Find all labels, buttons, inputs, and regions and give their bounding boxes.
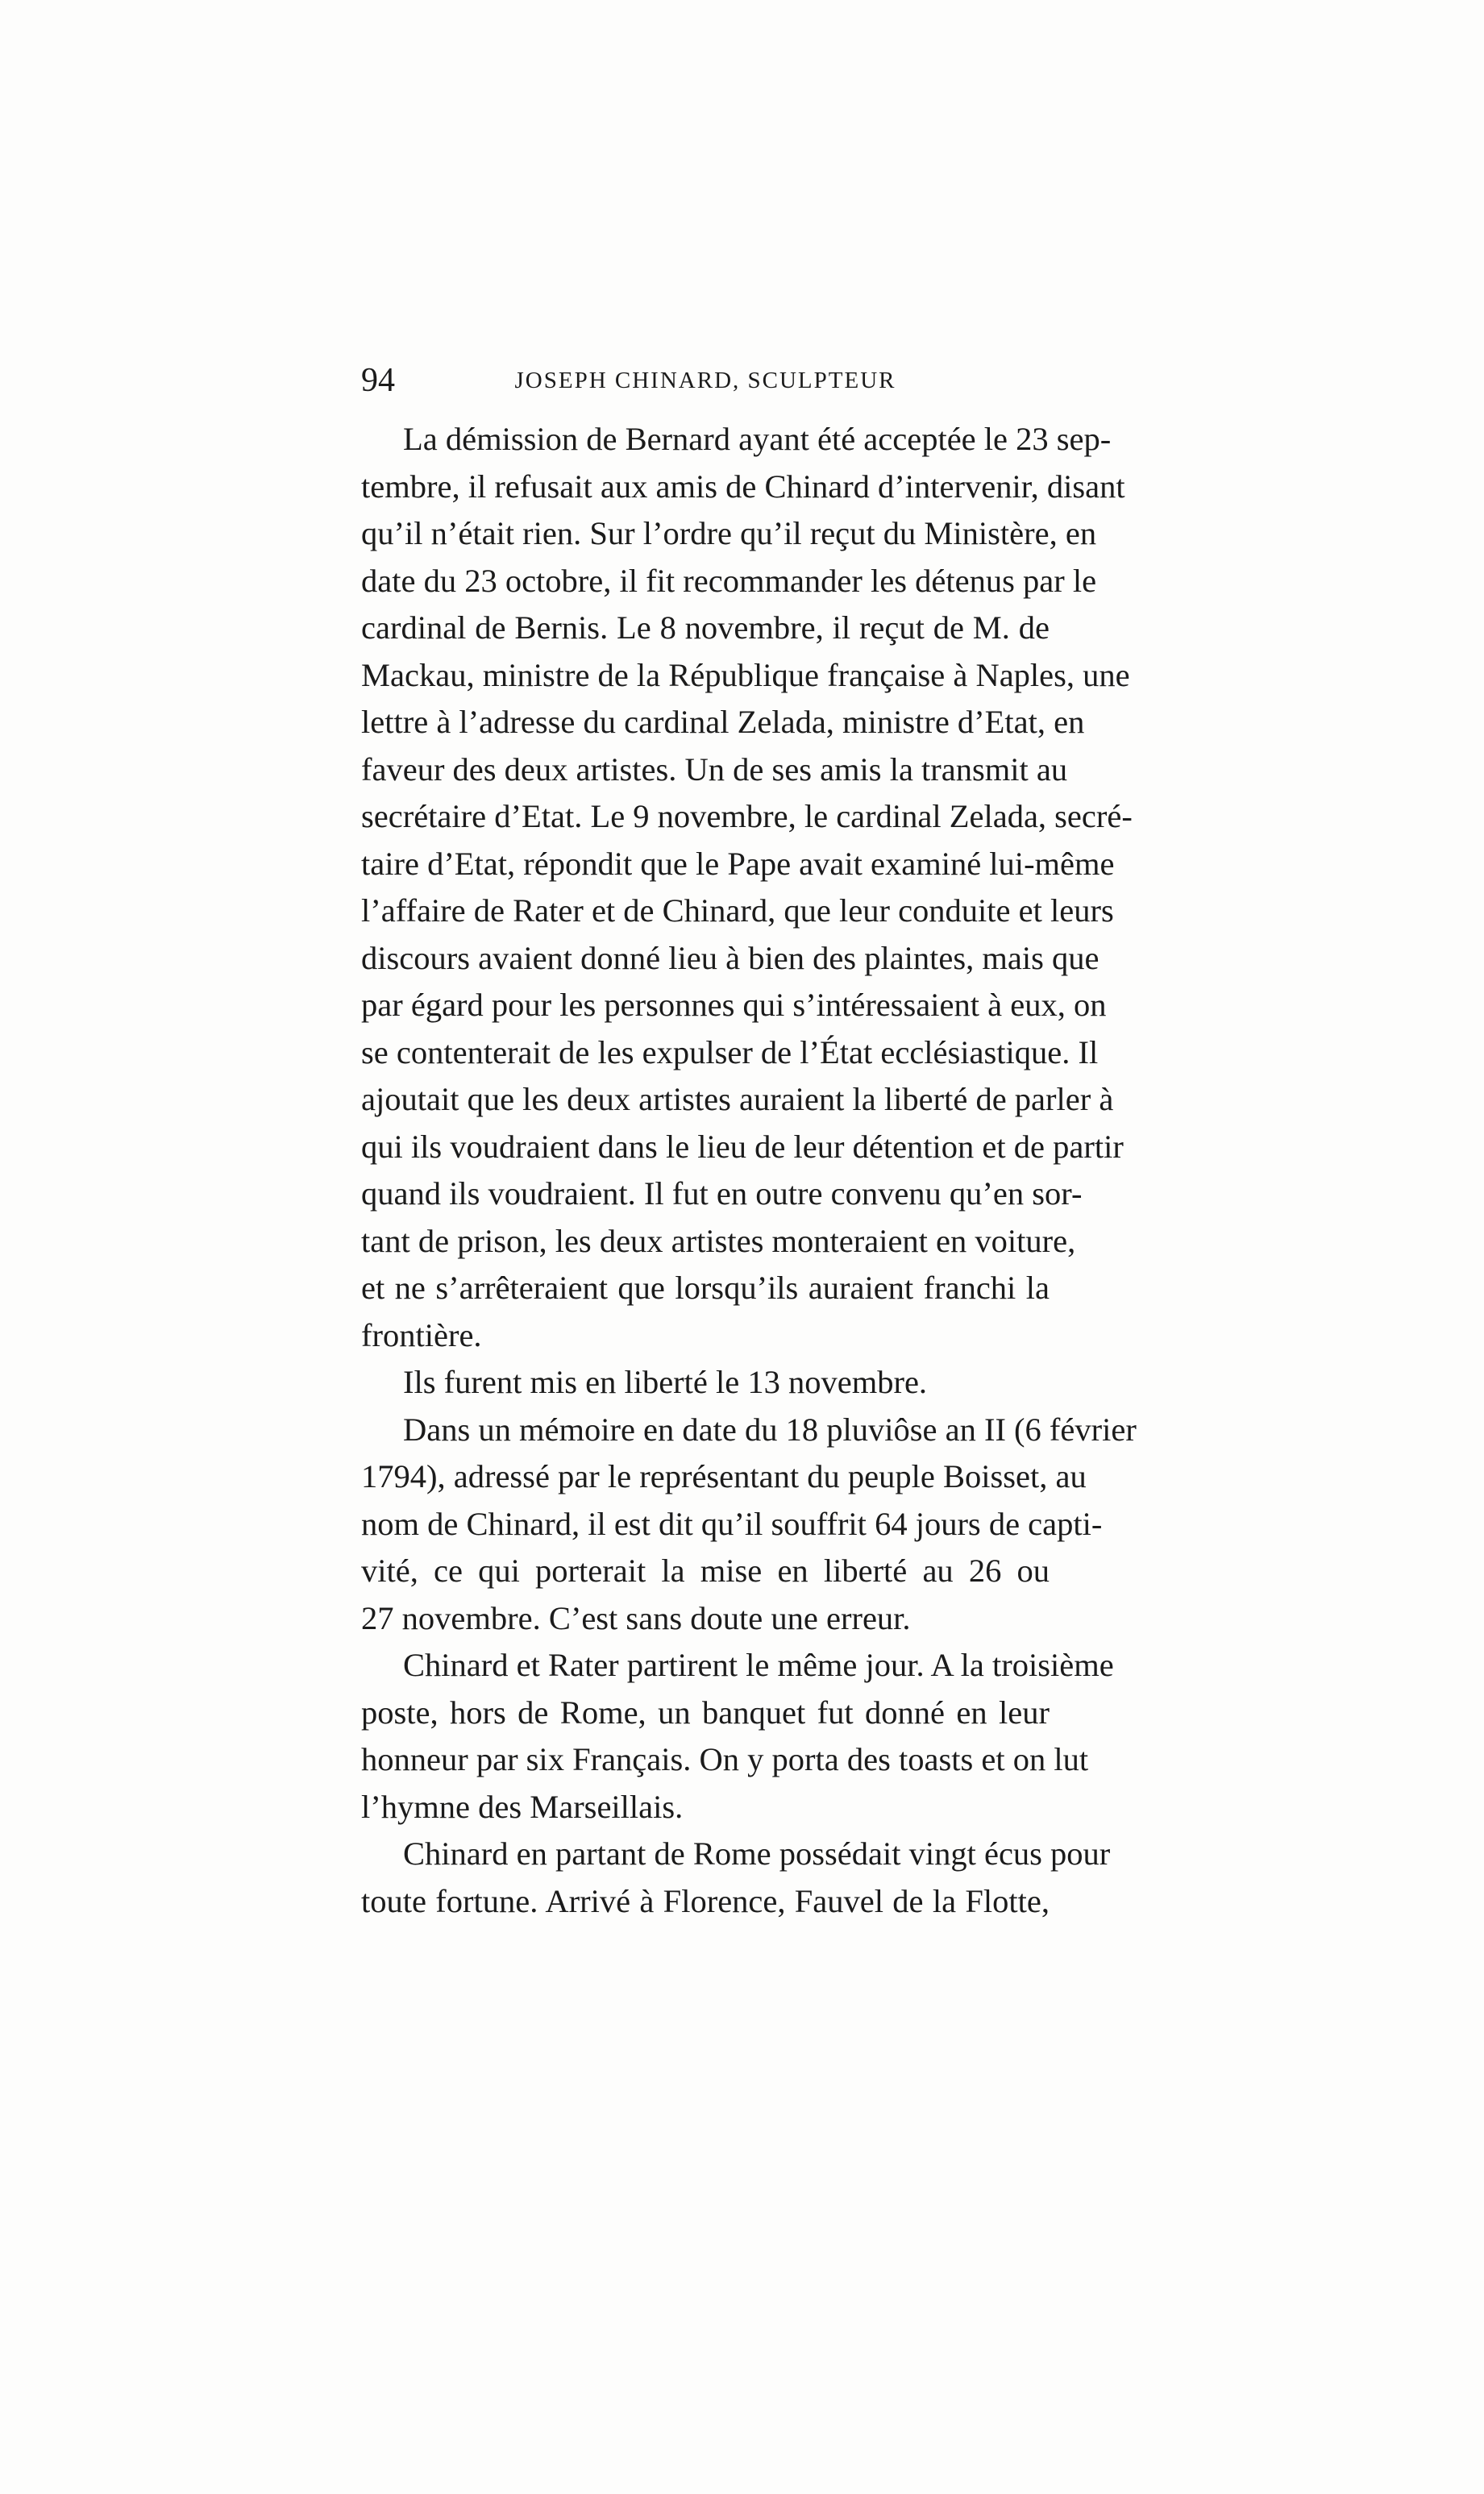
text-line: secrétaire d’Etat. Le 9 novembre, le cardinal Zelada, secré- [361, 798, 1133, 834]
text-line: La démission de Bernard ayant été acceptée le 23 sep- [403, 421, 1112, 457]
text-line: et ne s’arrêteraient que lorsqu’ils auraient franchi la [361, 1270, 1050, 1306]
text-line: Dans un mémoire en date du 18 pluviôse an II (6 février [403, 1411, 1137, 1448]
running-head [361, 358, 1050, 406]
text-line: Mackau, ministre de la République française à Naples, une [361, 656, 1130, 693]
text-line: discours avaient donné lieu à bien des plaintes, mais que [361, 939, 1099, 976]
paragraph-3 [361, 1407, 1137, 1643]
text-line: lettre à l’adresse du cardinal Zelada, ministre d’Etat, en [361, 704, 1085, 740]
page-number: 94 [361, 362, 395, 399]
text-line: l’hymne des Marseillais. [361, 1788, 684, 1825]
text-line: quand ils voudraient. Il fut en outre convenu qu’en sor- [361, 1175, 1083, 1212]
text-line: 27 novembre. C’est sans doute une erreur. [361, 1599, 911, 1636]
text-line: tant de prison, les deux artistes monteraient en voiture, [361, 1222, 1076, 1259]
text-line: vité, ce qui porterait la mise en liberté au 26 ou [361, 1553, 1050, 1589]
running-title: JOSEPH CHINARD, SCULPTEUR [514, 368, 896, 393]
text-line: poste, hors de Rome, un banquet fut donné en leur [361, 1694, 1050, 1731]
text-line: par égard pour les personnes qui s’intéressaient à eux, on [361, 987, 1107, 1023]
text-line: date du 23 octobre, il fit recommander les détenus par le [361, 562, 1097, 599]
body-text [361, 416, 1137, 1925]
text-line: taire d’Etat, répondit que le Pape avait examiné lui-même [361, 845, 1115, 882]
text-line: tembre, il refusait aux amis de Chinard d’intervenir, disant [361, 468, 1125, 505]
text-line: faveur des deux artistes. Un de ses amis la transmit au [361, 750, 1068, 788]
text-line: toute fortune. Arrivé à Florence, Fauvel de la Flotte, [361, 1882, 1050, 1919]
text-line: Ils furent mis en liberté le 13 novembre. [403, 1364, 928, 1400]
text-line: 1794), adressé par le représentant du peuple Boisset, au [361, 1458, 1087, 1494]
paragraph-5 [361, 1831, 1111, 1925]
paragraph-4 [361, 1642, 1114, 1831]
text-line: nom de Chinard, il est dit qu’il souffrit 64 jours de capti- [361, 1505, 1103, 1542]
paragraph-1 [361, 416, 1133, 1359]
text-line: ajoutait que les deux artistes auraient la liberté de parler à [361, 1081, 1114, 1117]
text-line: Chinard et Rater partirent le même jour. A la troisième [403, 1647, 1114, 1683]
text-line: frontière. [361, 1316, 482, 1353]
text-line: honneur par six Français. On y porta des toasts et on lut [361, 1741, 1089, 1777]
text-line: se contenterait de les expulser de l’État ecclésiastique. Il [361, 1033, 1099, 1070]
text-line: qu’il n’était rien. Sur l’ordre qu’il reçut du Ministère, en [361, 515, 1097, 551]
paragraph-2 [361, 1359, 1050, 1407]
text-line: cardinal de Bernis. Le 8 novembre, il reçut de M. de [361, 609, 1050, 646]
text-line: Chinard en partant de Rome possédait vingt écus pour [403, 1835, 1111, 1872]
text-line: qui ils voudraient dans le lieu de leur détention et de partir [361, 1128, 1124, 1165]
text-line: l’affaire de Rater et de Chinard, que leur conduite et leurs [361, 892, 1114, 929]
